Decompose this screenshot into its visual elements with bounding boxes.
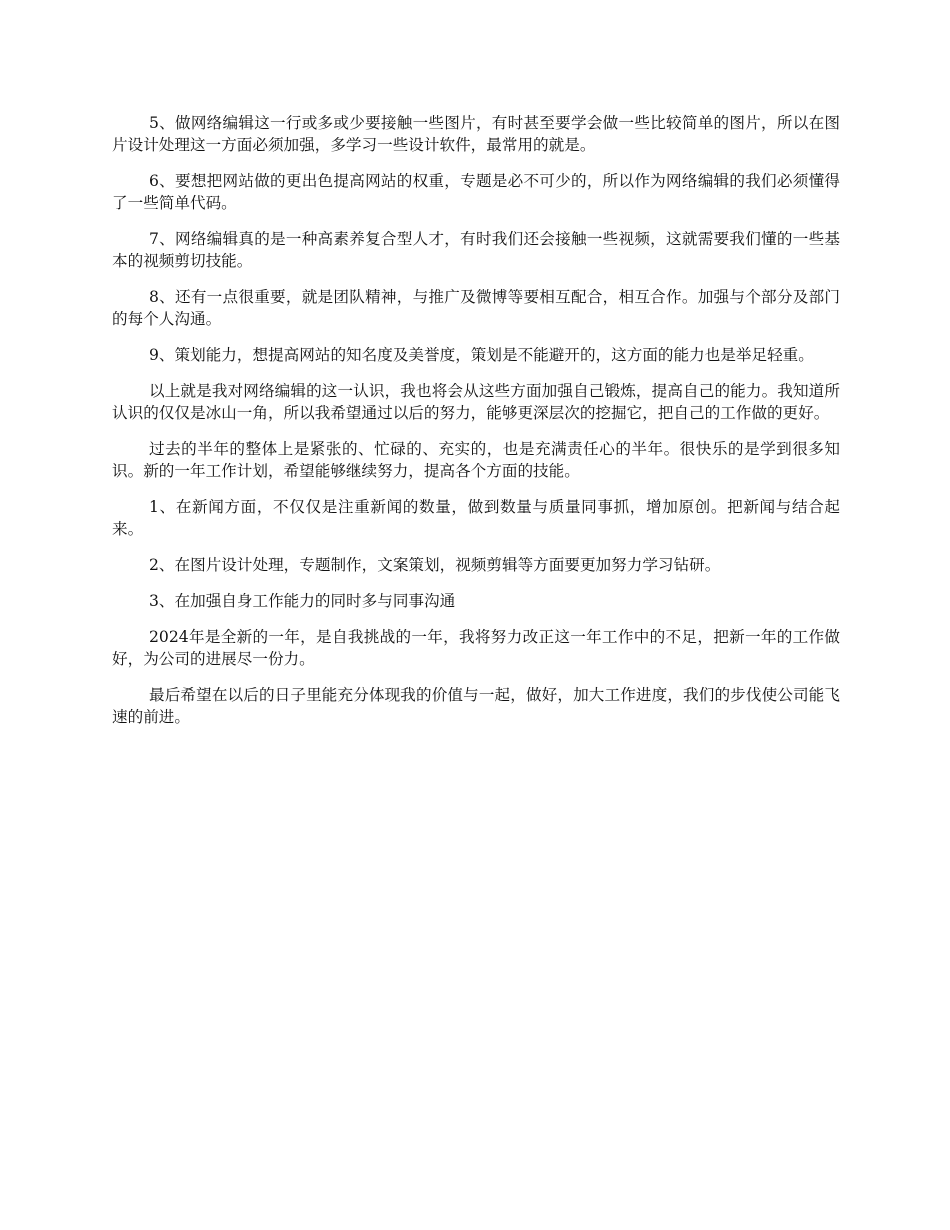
paragraph-review: 过去的半年的整体上是紧张的、忙碌的、充实的，也是充满责任心的半年。很快乐的是学到很多知识。新的一年工作计划，希望能够继续努力，提高各个方面的技能。 [112, 440, 840, 480]
paragraph-skill-7: 7、网络编辑真的是一种高素养复合型人才，有时我们还会接触一些视频，这就需要我们懂的一些基本的视频剪切技能。 [112, 230, 840, 270]
document-page [112, 112, 840, 742]
paragraph-closing: 最后希望在以后的日子里能充分体现我的价值与一起，做好，加大工作进度，我们的步伐使公司能飞速的前进。 [112, 686, 840, 726]
paragraph-new-year: 2024年是全新的一年，是自我挑战的一年，我将努力改正这一年工作中的不足，把新一年的工作做好，为公司的进展尽一份力。 [112, 628, 840, 668]
paragraph-skill-5: 5、做网络编辑这一行或多或少要接触一些图片，有时甚至要学会做一些比较简单的图片，所以在图片设计处理这一方面必须加强，多学习一些设计软件，最常用的就是。 [112, 114, 840, 154]
paragraph-skill-9: 9、策划能力，想提高网站的知名度及美誉度，策划是不能避开的，这方面的能力也是举足轻重。 [149, 346, 814, 364]
paragraph-plan-2: 2、在图片设计处理，专题制作，文案策划，视频剪辑等方面要更加努力学习钻研。 [149, 556, 721, 574]
paragraph-skill-6: 6、要想把网站做的更出色提高网站的权重，专题是必不可少的，所以作为网络编辑的我们必须懂得了一些简单代码。 [112, 172, 840, 212]
paragraph-plan-3: 3、在加强自身工作能力的同时多与同事沟通 [149, 592, 456, 610]
paragraph-summary: 以上就是我对网络编辑的这一认识，我也将会从这些方面加强自己锻炼，提高自己的能力。我知道所认识的仅仅是冰山一角，所以我希望通过以后的努力，能够更深层次的挖掘它，把自己的工作做的更好。 [112, 382, 840, 422]
paragraph-skill-8: 8、还有一点很重要，就是团队精神，与推广及微博等要相互配合，相互合作。加强与个部分及部门的每个人沟通。 [112, 288, 840, 328]
paragraph-plan-1: 1、在新闻方面，不仅仅是注重新闻的数量，做到数量与质量同事抓，增加原创。把新闻与结合起来。 [112, 498, 840, 538]
